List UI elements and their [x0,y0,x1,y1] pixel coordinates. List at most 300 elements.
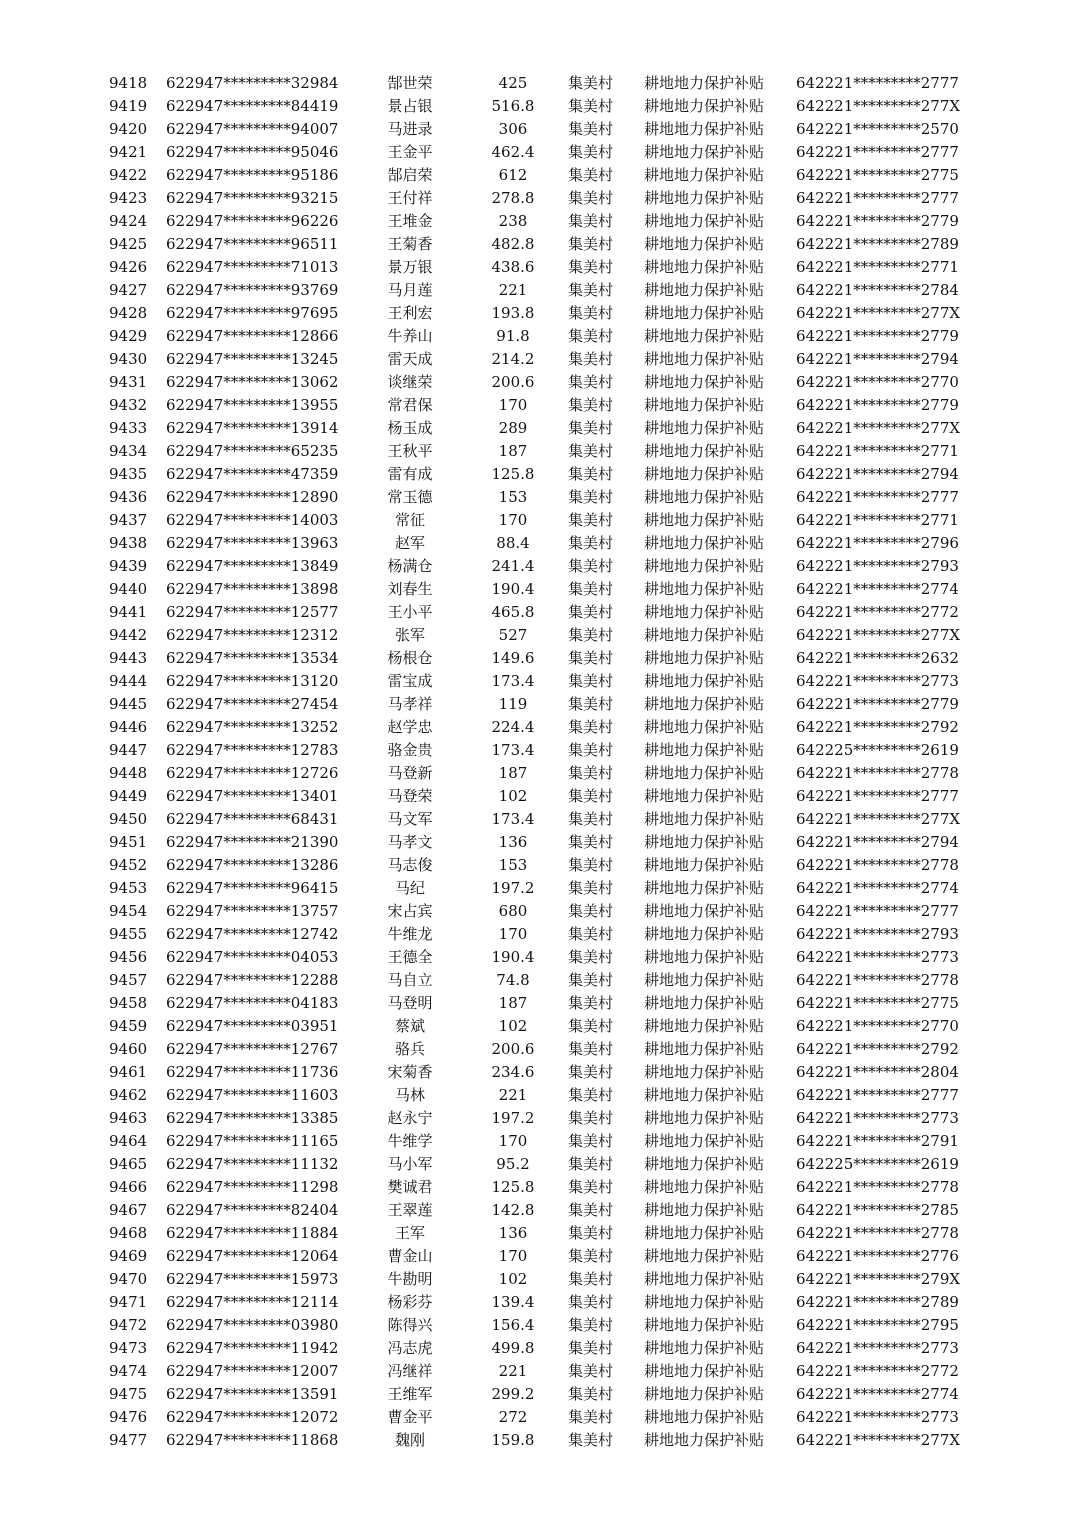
recipient-name: 马月莲 [387,281,433,299]
row-seq: 9432 [109,396,148,414]
subsidy-amount: 238 [498,212,528,230]
subsidy-type: 耕地地力保护补贴 [644,1086,765,1104]
row-seq: 9442 [109,626,148,644]
table-row [0,1383,1074,1406]
subsidy-type: 耕地地力保护补贴 [644,1408,765,1426]
village-name: 集美村 [568,580,614,598]
subsidy-type: 耕地地力保护补贴 [644,833,765,851]
subsidy-amount: 139.4 [491,1293,535,1311]
table-row [0,164,1074,187]
subsidy-type: 耕地地力保护补贴 [644,419,765,437]
village-name: 集美村 [568,1431,614,1449]
subsidy-amount: 221 [498,1086,528,1104]
bank-account: 622947*********13757 [166,902,339,920]
recipient-name: 王军 [394,1224,425,1242]
recipient-name: 宋菊香 [387,1063,433,1081]
bank-account: 622947*********13898 [166,580,339,598]
id-number: 642221*********277X [796,97,961,115]
bank-account: 622947*********12288 [166,971,339,989]
subsidy-amount: 88.4 [496,534,530,552]
table-row [0,555,1074,578]
table-row [0,946,1074,969]
row-seq: 9440 [109,580,148,598]
recipient-name: 牛勘明 [387,1270,433,1288]
row-seq: 9472 [109,1316,148,1334]
row-seq: 9476 [109,1408,148,1426]
bank-account: 622947*********65235 [166,442,339,460]
subsidy-type: 耕地地力保护补贴 [644,74,765,92]
bank-account: 622947*********12072 [166,1408,339,1426]
id-number: 642221*********2777 [796,787,959,805]
subsidy-type: 耕地地力保护补贴 [644,557,765,575]
row-seq: 9456 [109,948,148,966]
bank-account: 622947*********04183 [166,994,339,1012]
recipient-name: 王付祥 [387,189,433,207]
table-row [0,210,1074,233]
row-seq: 9475 [109,1385,148,1403]
bank-account: 622947*********11868 [166,1431,339,1449]
table-row [0,1084,1074,1107]
subsidy-amount: 74.8 [496,971,530,989]
subsidy-amount: 187 [498,764,528,782]
subsidy-amount: 95.2 [496,1155,530,1173]
subsidy-amount: 173.4 [491,741,535,759]
bank-account: 622947*********12866 [166,327,339,345]
village-name: 集美村 [568,419,614,437]
village-name: 集美村 [568,511,614,529]
row-seq: 9454 [109,902,148,920]
table-row [0,992,1074,1015]
subsidy-type: 耕地地力保护补贴 [644,925,765,943]
bank-account: 622947*********15973 [166,1270,339,1288]
table-row [0,1199,1074,1222]
village-name: 集美村 [568,833,614,851]
village-name: 集美村 [568,1155,614,1173]
id-number: 642221*********2777 [796,902,959,920]
subsidy-type: 耕地地力保护补贴 [644,235,765,253]
recipient-name: 魏刚 [394,1431,425,1449]
row-seq: 9463 [109,1109,148,1127]
subsidy-amount: 200.6 [491,373,535,391]
recipient-name: 王秋平 [387,442,433,460]
recipient-name: 樊诚君 [387,1178,433,1196]
subsidy-type: 耕地地力保护补贴 [644,350,765,368]
table-row [0,440,1074,463]
id-number: 642221*********2777 [796,1086,959,1104]
recipient-name: 王小平 [387,603,433,621]
village-name: 集美村 [568,879,614,897]
table-row [0,969,1074,992]
village-name: 集美村 [568,166,614,184]
table-row [0,1360,1074,1383]
row-seq: 9471 [109,1293,148,1311]
recipient-name: 景占银 [387,97,433,115]
bank-account: 622947*********12312 [166,626,339,644]
table-row [0,1337,1074,1360]
recipient-name: 牛养山 [387,327,433,345]
subsidy-type: 耕地地力保护补贴 [644,120,765,138]
row-seq: 9437 [109,511,148,529]
recipient-name: 冯志虎 [387,1339,433,1357]
subsidy-amount: 234.6 [491,1063,535,1081]
subsidy-amount: 306 [498,120,528,138]
row-seq: 9465 [109,1155,148,1173]
recipient-name: 蔡斌 [394,1017,425,1035]
bank-account: 622947*********11884 [166,1224,339,1242]
table-row [0,417,1074,440]
subsidy-amount: 462.4 [491,143,535,161]
recipient-name: 王菊香 [387,235,433,253]
subsidy-type: 耕地地力保护补贴 [644,143,765,161]
recipient-name: 王翠莲 [387,1201,433,1219]
village-name: 集美村 [568,994,614,1012]
bank-account: 622947*********12726 [166,764,339,782]
id-number: 642221*********2777 [796,143,959,161]
subsidy-type: 耕地地力保护补贴 [644,1132,765,1150]
id-number: 642221*********2771 [796,442,959,460]
subsidy-amount: 190.4 [491,948,535,966]
subsidy-type: 耕地地力保护补贴 [644,948,765,966]
recipient-name: 宋占宾 [387,902,433,920]
subsidy-type: 耕地地力保护补贴 [644,327,765,345]
village-name: 集美村 [568,971,614,989]
id-number: 642221*********2778 [796,971,959,989]
subsidy-amount: 170 [498,511,528,529]
id-number: 642221*********2775 [796,166,959,184]
village-name: 集美村 [568,1201,614,1219]
id-number: 642221*********2784 [796,281,959,299]
row-seq: 9438 [109,534,148,552]
bank-account: 622947*********13914 [166,419,339,437]
bank-account: 622947*********03980 [166,1316,339,1334]
id-number: 642221*********2778 [796,1178,959,1196]
subsidy-type: 耕地地力保护补贴 [644,1224,765,1242]
table-row [0,486,1074,509]
row-seq: 9447 [109,741,148,759]
bank-account: 622947*********13286 [166,856,339,874]
id-number: 642221*********277X [796,810,961,828]
subsidy-type: 耕地地力保护补贴 [644,810,765,828]
table-row [0,371,1074,394]
subsidy-type: 耕地地力保护补贴 [644,166,765,184]
table-row [0,647,1074,670]
recipient-name: 郜启荣 [387,166,433,184]
subsidy-type: 耕地地力保护补贴 [644,626,765,644]
recipient-name: 王堆金 [387,212,433,230]
bank-account: 622947*********93215 [166,189,339,207]
id-number: 642221*********2777 [796,488,959,506]
village-name: 集美村 [568,902,614,920]
recipient-name: 马文军 [387,810,433,828]
recipient-name: 常玉德 [387,488,433,506]
row-seq: 9457 [109,971,148,989]
table-row [0,578,1074,601]
subsidy-amount: 289 [498,419,528,437]
recipient-name: 马孝文 [387,833,433,851]
table-row [0,1038,1074,1061]
subsidy-type: 耕地地力保护补贴 [644,1063,765,1081]
bank-account: 622947*********13849 [166,557,339,575]
recipient-name: 杨玉成 [387,419,433,437]
id-number: 642221*********2770 [796,373,959,391]
village-name: 集美村 [568,143,614,161]
row-seq: 9459 [109,1017,148,1035]
table-row [0,762,1074,785]
village-name: 集美村 [568,304,614,322]
subsidy-amount: 214.2 [491,350,535,368]
village-name: 集美村 [568,695,614,713]
table-row [0,785,1074,808]
bank-account: 622947*********13062 [166,373,339,391]
bank-account: 622947*********11942 [166,1339,339,1357]
recipient-name: 牛维学 [387,1132,433,1150]
row-seq: 9466 [109,1178,148,1196]
village-name: 集美村 [568,488,614,506]
table-row [0,877,1074,900]
row-seq: 9446 [109,718,148,736]
subsidy-type: 耕地地力保护补贴 [644,1431,765,1449]
id-number: 642221*********2778 [796,856,959,874]
id-number: 642221*********2774 [796,580,959,598]
id-number: 642221*********2785 [796,1201,959,1219]
table-row [0,463,1074,486]
subsidy-amount: 173.4 [491,672,535,690]
bank-account: 622947*********96415 [166,879,339,897]
village-name: 集美村 [568,189,614,207]
village-name: 集美村 [568,1247,614,1265]
recipient-name: 骆兵 [394,1040,425,1058]
subsidy-amount: 153 [498,856,528,874]
subsidy-type: 耕地地力保护补贴 [644,442,765,460]
bank-account: 622947*********27454 [166,695,339,713]
table-row [0,1314,1074,1337]
subsidy-amount: 170 [498,1132,528,1150]
village-name: 集美村 [568,373,614,391]
id-number: 642221*********2779 [796,327,959,345]
village-name: 集美村 [568,1316,614,1334]
village-name: 集美村 [568,396,614,414]
bank-account: 622947*********82404 [166,1201,339,1219]
table-row [0,1268,1074,1291]
recipient-name: 马登荣 [387,787,433,805]
recipient-name: 赵永宁 [387,1109,433,1127]
village-name: 集美村 [568,925,614,943]
bank-account: 622947*********11736 [166,1063,339,1081]
id-number: 642221*********2794 [796,465,959,483]
id-number: 642221*********2794 [796,833,959,851]
bank-account: 622947*********97695 [166,304,339,322]
row-seq: 9428 [109,304,148,322]
subsidy-amount: 170 [498,1247,528,1265]
subsidy-amount: 224.4 [491,718,535,736]
row-seq: 9453 [109,879,148,897]
village-name: 集美村 [568,649,614,667]
village-name: 集美村 [568,557,614,575]
bank-account: 622947*********12783 [166,741,339,759]
subsidy-type: 耕地地力保护补贴 [644,511,765,529]
subsidy-type: 耕地地力保护补贴 [644,856,765,874]
id-number: 642221*********2774 [796,879,959,897]
table-row [0,1406,1074,1429]
table-row [0,624,1074,647]
subsidy-amount: 170 [498,396,528,414]
subsidy-amount: 241.4 [491,557,535,575]
id-number: 642221*********2771 [796,511,959,529]
table-row [0,118,1074,141]
table-row [0,394,1074,417]
subsidy-type: 耕地地力保护补贴 [644,1201,765,1219]
table-row [0,187,1074,210]
subsidy-type: 耕地地力保护补贴 [644,764,765,782]
recipient-name: 王金平 [387,143,433,161]
village-name: 集美村 [568,350,614,368]
row-seq: 9444 [109,672,148,690]
subsidy-amount: 102 [498,1270,528,1288]
id-number: 642221*********2777 [796,74,959,92]
id-number: 642221*********2632 [796,649,959,667]
bank-account: 622947*********68431 [166,810,339,828]
village-name: 集美村 [568,1362,614,1380]
row-seq: 9449 [109,787,148,805]
recipient-name: 张军 [394,626,425,644]
recipient-name: 马自立 [387,971,433,989]
subsidy-type: 耕地地力保护补贴 [644,580,765,598]
bank-account: 622947*********21390 [166,833,339,851]
subsidy-type: 耕地地力保护补贴 [644,304,765,322]
bank-account: 622947*********12114 [166,1293,339,1311]
id-number: 642221*********2773 [796,948,959,966]
id-number: 642221*********2771 [796,258,959,276]
subsidy-type: 耕地地力保护补贴 [644,258,765,276]
village-name: 集美村 [568,787,614,805]
recipient-name: 王利宏 [387,304,433,322]
row-seq: 9469 [109,1247,148,1265]
recipient-name: 马孝祥 [387,695,433,713]
subsidy-amount: 221 [498,1362,528,1380]
row-seq: 9468 [109,1224,148,1242]
id-number: 642221*********2789 [796,1293,959,1311]
recipient-name: 曹金平 [387,1408,433,1426]
row-seq: 9420 [109,120,148,138]
id-number: 642225*********2619 [796,741,959,759]
subsidy-type: 耕地地力保护补贴 [644,695,765,713]
table-row [0,693,1074,716]
subsidy-amount: 170 [498,925,528,943]
village-name: 集美村 [568,74,614,92]
id-number: 642221*********2779 [796,396,959,414]
recipient-name: 王维军 [387,1385,433,1403]
village-name: 集美村 [568,327,614,345]
subsidy-type: 耕地地力保护补贴 [644,212,765,230]
table-row [0,141,1074,164]
village-name: 集美村 [568,258,614,276]
bank-account: 622947*********94007 [166,120,339,138]
subsidy-type: 耕地地力保护补贴 [644,1270,765,1288]
subsidy-type: 耕地地力保护补贴 [644,488,765,506]
bank-account: 622947*********13963 [166,534,339,552]
id-number: 642221*********2773 [796,1339,959,1357]
row-seq: 9434 [109,442,148,460]
village-name: 集美村 [568,1224,614,1242]
subsidy-amount: 272 [498,1408,528,1426]
bank-account: 622947*********32984 [166,74,339,92]
subsidy-type: 耕地地力保护补贴 [644,1339,765,1357]
table-row [0,1061,1074,1084]
row-seq: 9477 [109,1431,148,1449]
table-row [0,739,1074,762]
village-name: 集美村 [568,1040,614,1058]
subsidy-type: 耕地地力保护补贴 [644,1040,765,1058]
recipient-name: 常征 [394,511,425,529]
recipient-name: 冯继祥 [387,1362,433,1380]
village-name: 集美村 [568,1017,614,1035]
subsidy-amount: 102 [498,1017,528,1035]
id-number: 642221*********2779 [796,212,959,230]
recipient-name: 常君保 [387,396,433,414]
recipient-name: 马登新 [387,764,433,782]
subsidy-amount: 102 [498,787,528,805]
recipient-name: 杨满仓 [387,557,433,575]
recipient-name: 马登明 [387,994,433,1012]
table-row [0,1291,1074,1314]
row-seq: 9436 [109,488,148,506]
subsidy-amount: 136 [498,1224,528,1242]
village-name: 集美村 [568,1063,614,1081]
village-name: 集美村 [568,1178,614,1196]
recipient-name: 曹金山 [387,1247,433,1265]
subsidy-amount: 159.8 [491,1431,535,1449]
row-seq: 9461 [109,1063,148,1081]
subsidy-type: 耕地地力保护补贴 [644,465,765,483]
table-row [0,279,1074,302]
subsidy-table [0,72,1074,1452]
bank-account: 622947*********13120 [166,672,339,690]
bank-account: 622947*********12007 [166,1362,339,1380]
subsidy-amount: 136 [498,833,528,851]
village-name: 集美村 [568,1270,614,1288]
subsidy-type: 耕地地力保护补贴 [644,603,765,621]
subsidy-type: 耕地地力保护补贴 [644,1293,765,1311]
id-number: 642221*********2773 [796,672,959,690]
subsidy-type: 耕地地力保护补贴 [644,902,765,920]
village-name: 集美村 [568,1385,614,1403]
recipient-name: 马林 [394,1086,425,1104]
bank-account: 622947*********03951 [166,1017,339,1035]
row-seq: 9430 [109,350,148,368]
subsidy-amount: 125.8 [491,1178,535,1196]
row-seq: 9451 [109,833,148,851]
row-seq: 9470 [109,1270,148,1288]
village-name: 集美村 [568,1132,614,1150]
id-number: 642221*********2795 [796,1316,959,1334]
subsidy-amount: 197.2 [491,879,535,897]
id-number: 642221*********2772 [796,1362,959,1380]
id-number: 642221*********277X [796,419,961,437]
subsidy-type: 耕地地力保护补贴 [644,672,765,690]
id-number: 642221*********2792 [796,1040,959,1058]
table-row [0,923,1074,946]
id-number: 642221*********2778 [796,1224,959,1242]
subsidy-amount: 193.8 [491,304,535,322]
recipient-name: 赵学忠 [387,718,433,736]
table-row [0,601,1074,624]
subsidy-amount: 153 [498,488,528,506]
subsidy-amount: 278.8 [491,189,535,207]
subsidy-amount: 425 [498,74,528,92]
subsidy-type: 耕地地力保护补贴 [644,994,765,1012]
table-row [0,1130,1074,1153]
village-name: 集美村 [568,465,614,483]
